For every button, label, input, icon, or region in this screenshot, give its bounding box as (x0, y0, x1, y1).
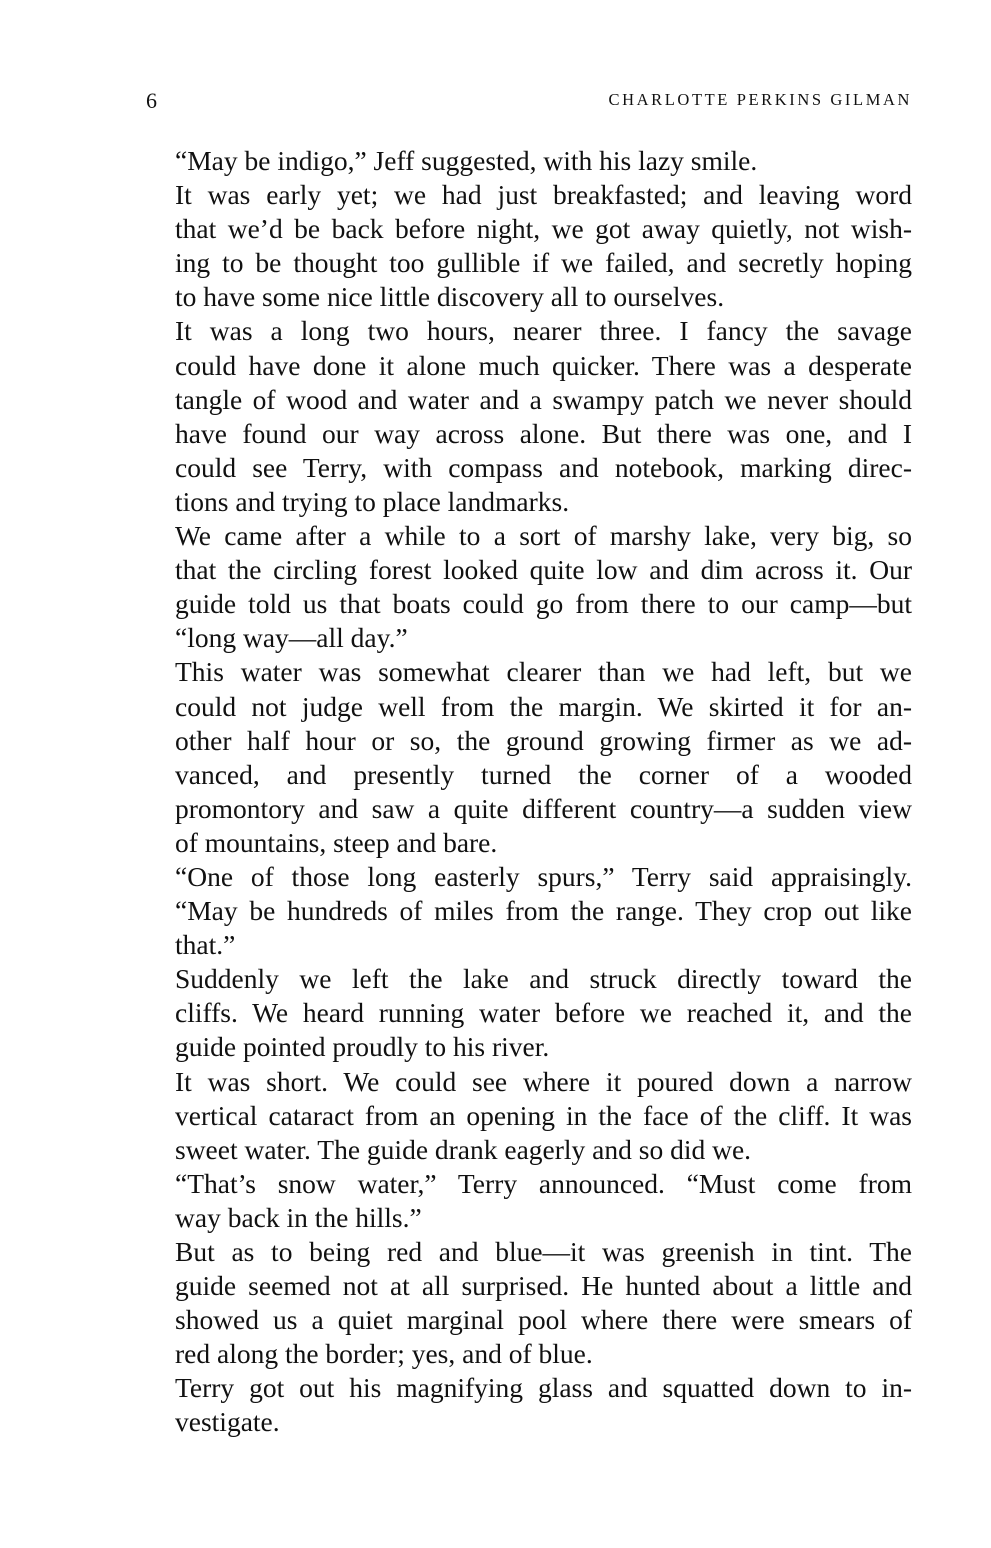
text-line: vertical cataract from an opening in the face of the cliff. It was (175, 1099, 912, 1131)
text-line: have found our way across alone. But there was one, and I (175, 417, 912, 449)
paragraph (146, 519, 912, 655)
paragraph (146, 860, 912, 962)
text-line: red along the border; yes, and of blue. (175, 1338, 593, 1370)
paragraph (146, 178, 912, 314)
page-number: 6 (146, 88, 157, 113)
running-head (146, 88, 912, 118)
text-line: It was short. We could see where it poured down a narrow (175, 1065, 912, 1097)
running-head-author: CHARLOTTE PERKINS GILMAN (608, 90, 912, 109)
text-line: of mountains, steep and bare. (175, 826, 498, 858)
text-line: showed us a quiet marginal pool where there were smears of (175, 1304, 912, 1336)
text-line: could see Terry, with compass and notebook, marking direc- (175, 451, 912, 483)
text-line: that.” (175, 929, 236, 961)
text-line: ing to be thought too gullible if we failed, and secretly hoping (175, 247, 912, 279)
text-line: other half hour or so, the ground growing firmer as we ad- (175, 724, 912, 756)
text-line: We came after a while to a sort of marshy lake, very big, so (175, 520, 912, 552)
text-line: vanced, and presently turned the corner of a wooded (175, 758, 912, 790)
paragraph (146, 314, 912, 519)
body-text (146, 144, 912, 1440)
text-line: tangle of wood and water and a swampy patch we never should (175, 383, 912, 415)
text-line: sweet water. The guide drank eagerly and so did we. (175, 1133, 752, 1165)
paragraph (146, 1371, 912, 1439)
text-line: It was early yet; we had just breakfasted; and leaving word (175, 179, 912, 211)
text-line: Terry got out his magnifying glass and squatted down to in- (175, 1372, 912, 1404)
text-line: “May be indigo,” Jeff suggested, with his lazy smile. (175, 145, 758, 176)
text-line: “That’s snow water,” Terry announced. “Must come from (175, 1167, 912, 1199)
text-line: guide told us that boats could go from there to our camp—but (175, 588, 912, 620)
text-line: could not judge well from the margin. We skirted it for an- (175, 690, 912, 722)
paragraph (146, 655, 912, 860)
text-line: to have some nice little discovery all to ourselves. (175, 281, 725, 313)
text-line: could have done it alone much quicker. There was a desperate (175, 349, 912, 381)
paragraph (146, 1167, 912, 1235)
text-line: Suddenly we left the lake and struck directly toward the (175, 963, 912, 995)
text-line: “May be hundreds of miles from the range. They crop out like (175, 895, 912, 927)
text-line: vestigate. (175, 1406, 280, 1438)
text-line: promontory and saw a quite different country—a sudden view (175, 792, 912, 824)
text-line: way back in the hills.” (175, 1201, 422, 1233)
text-line: that we’d be back before night, we got away quietly, not wish- (175, 213, 912, 245)
text-line: tions and trying to place landmarks. (175, 485, 570, 517)
text-line: But as to being red and blue—it was greenish in tint. The (175, 1236, 912, 1267)
paragraph (146, 144, 912, 178)
text-line: It was a long two hours, nearer three. I fancy the savage (175, 315, 912, 347)
paragraph (146, 1065, 912, 1167)
text-line: This water was somewhat clearer than we had left, but we (175, 656, 912, 688)
text-line: “One of those long easterly spurs,” Terry said appraisingly. (175, 860, 912, 892)
text-line: cliffs. We heard running water before we reached it, and the (175, 997, 912, 1029)
paragraph (146, 1235, 912, 1371)
paragraph (146, 962, 912, 1064)
text-line: guide pointed proudly to his river. (175, 1031, 550, 1063)
text-line: that the circling forest looked quite low and dim across it. Our (175, 554, 912, 586)
text-line: “long way—all day.” (175, 622, 408, 654)
text-line: guide seemed not at all surprised. He hunted about a little and (175, 1270, 912, 1302)
